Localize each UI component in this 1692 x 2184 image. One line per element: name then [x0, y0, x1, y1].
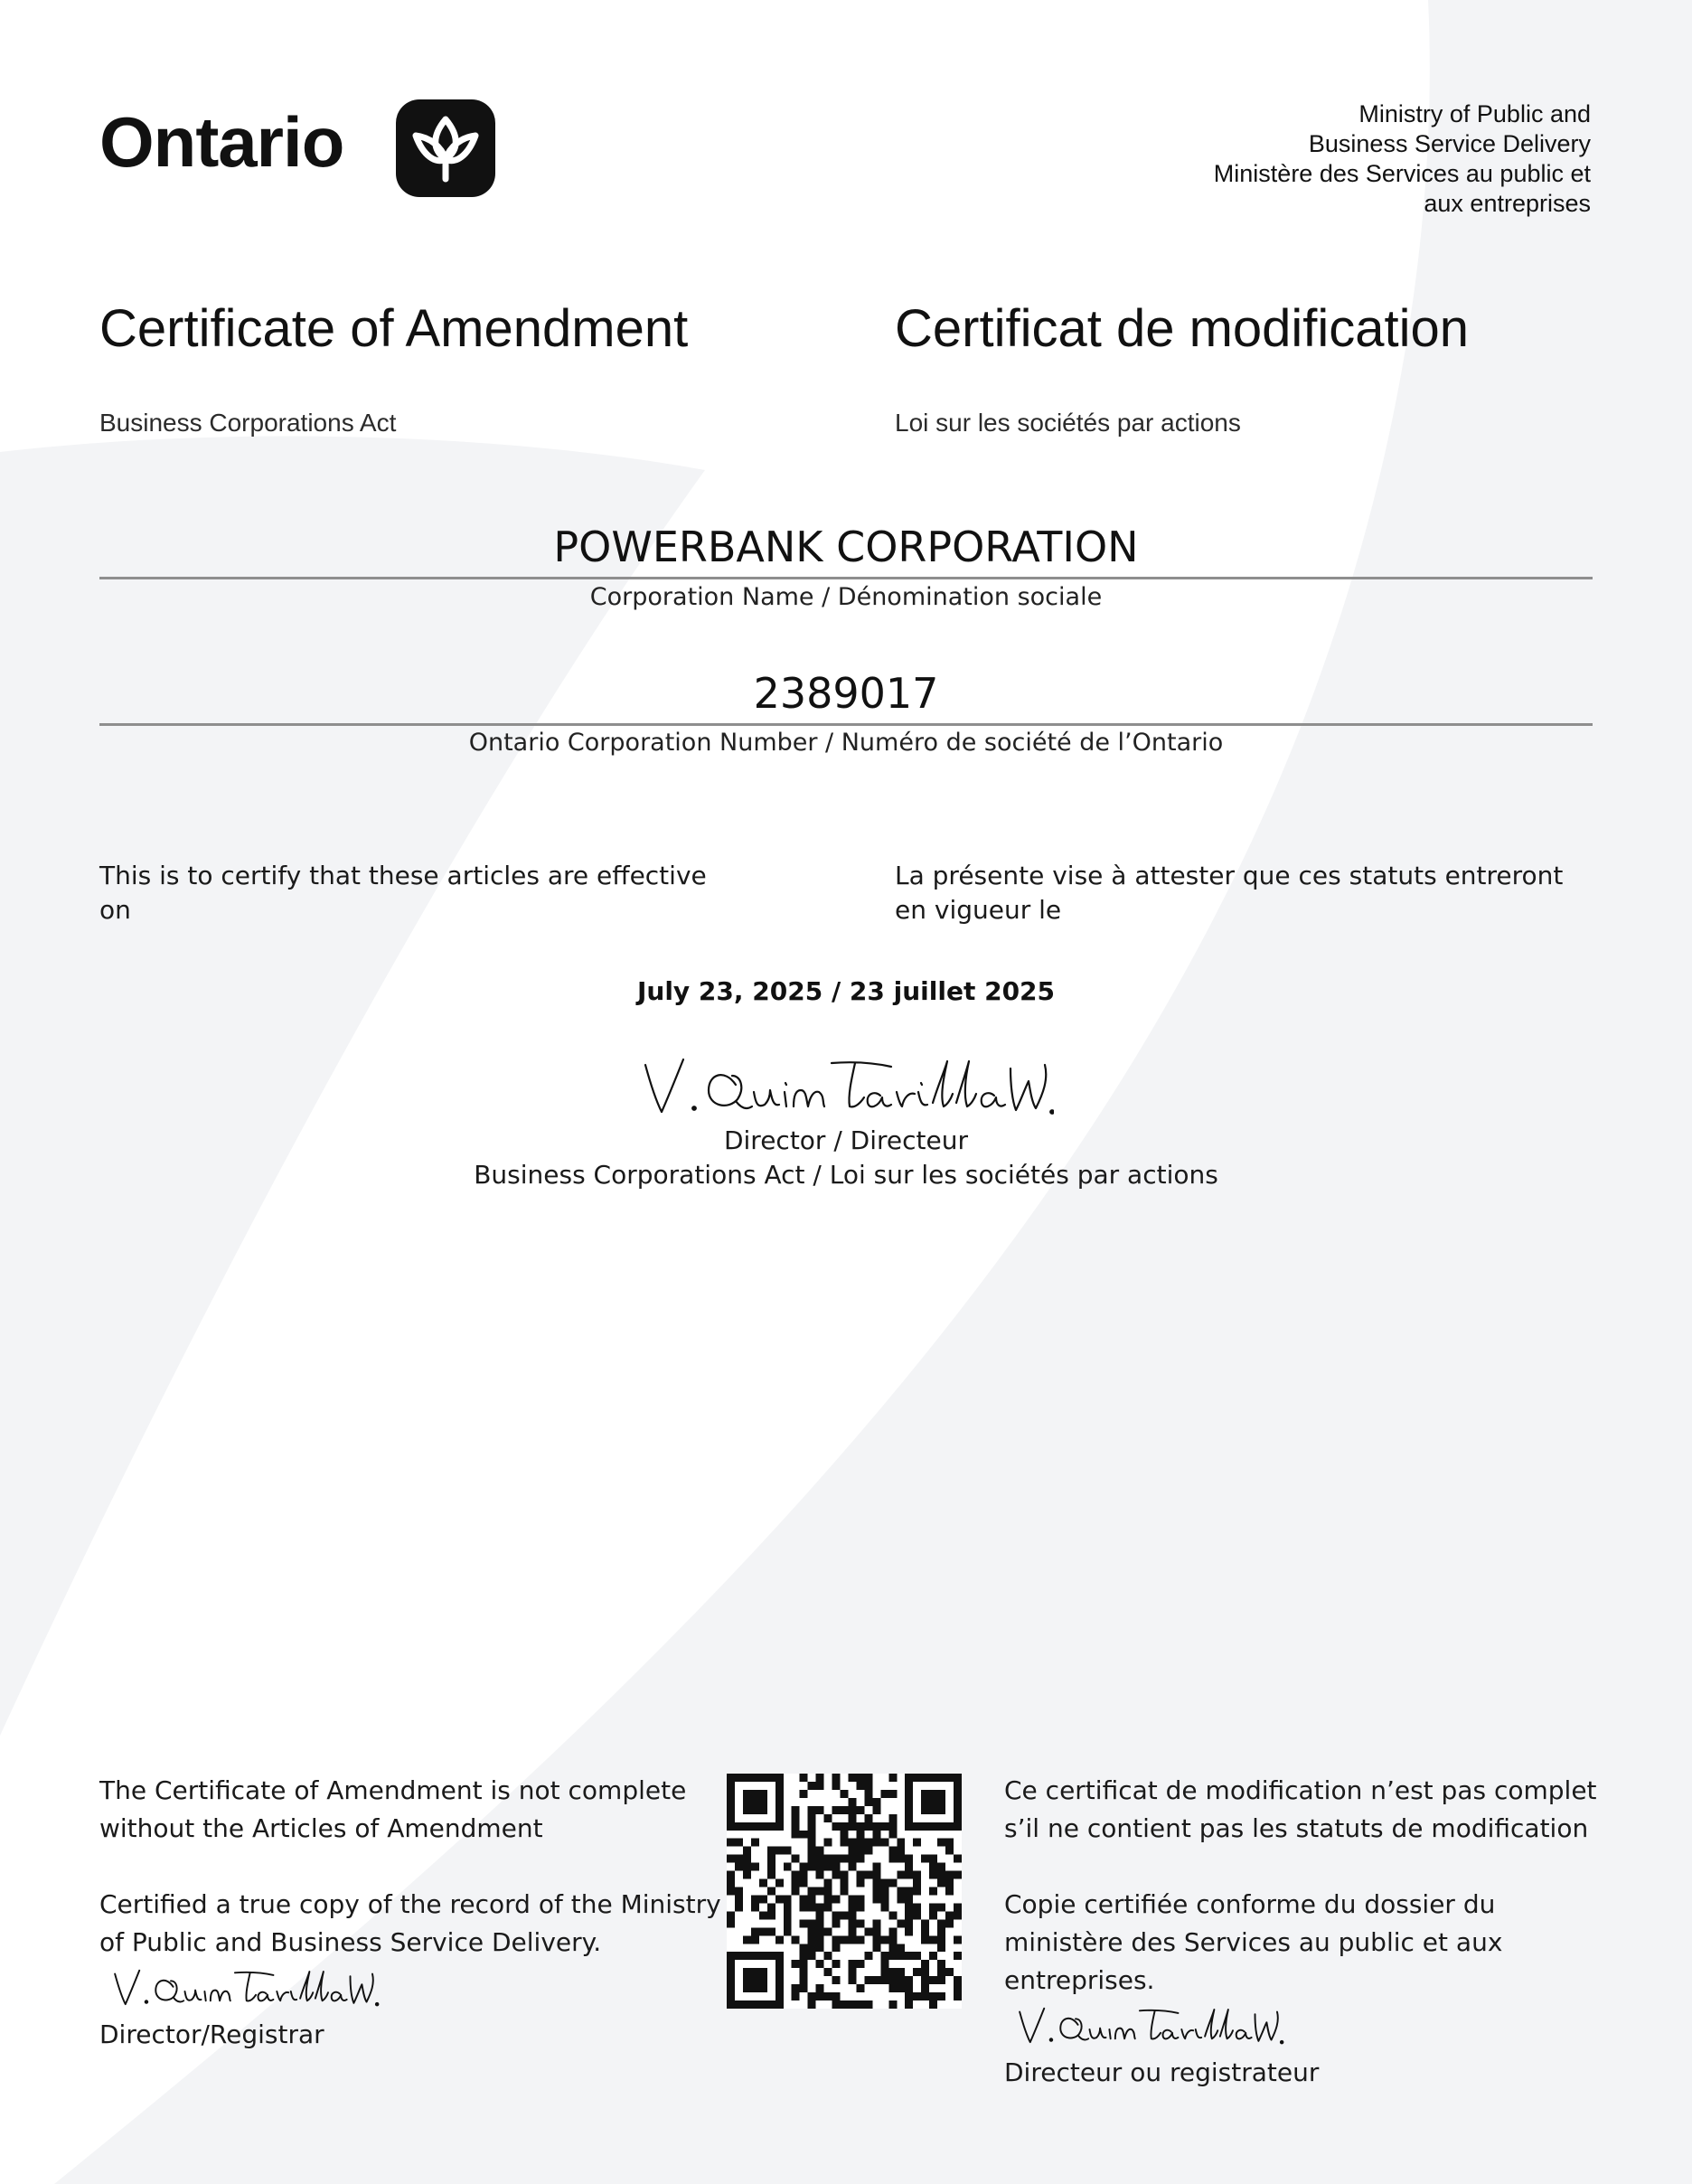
certify-statement-french: La présente vise à attester que ces statuts entreront en vigueur le — [895, 861, 1564, 925]
footer-role-english: Director/Registrar — [99, 2019, 324, 2049]
director-title: Director / Directeur — [723, 1125, 969, 1155]
corporation-name: POWERBANK CORPORATION — [553, 522, 1139, 571]
footer-french — [1004, 1772, 1601, 2092]
footer-notice-english: The Certificate of Amendment is not complete without the Articles of Amendment — [99, 1775, 687, 1843]
ministry-name — [1214, 99, 1591, 219]
footer-notice-french: Ce certificat de modification n’est pas complet s’il ne contient pas les statuts de modification — [1004, 1775, 1597, 1843]
corporation-name-rule — [99, 577, 1593, 579]
corporation-number-rule — [99, 723, 1593, 726]
act-english: Business Corporations Act — [99, 409, 397, 437]
certify-statement-english: This is to certify that these articles are effective on — [99, 861, 707, 925]
ministry-line: Ministère des Services au public et — [1213, 160, 1591, 187]
footer-certified-french: Copie certifiée conforme du dossier du ministère des Services au public et aux entreprises. — [1004, 1889, 1503, 1995]
registrar-signature — [1015, 2001, 1286, 2054]
footer-role-french: Directeur ou registrateur — [1004, 2057, 1320, 2087]
ontario-wordmark: Ontario — [99, 102, 344, 182]
trillium-logo-icon — [396, 99, 495, 197]
director-act: Business Corporations Act / Loi sur les sociétés par actions — [474, 1160, 1218, 1190]
footer-english — [99, 1772, 732, 2054]
director-signature — [638, 1049, 1054, 1130]
ministry-line: Ministry of Public and — [1358, 100, 1591, 127]
ministry-line: aux entreprises — [1424, 190, 1591, 217]
qr-code — [727, 1774, 962, 2009]
ministry-line: Business Service Delivery — [1308, 130, 1591, 157]
title-english: Certificate of Amendment — [99, 299, 689, 358]
corporation-number: 2389017 — [753, 669, 939, 718]
corporation-name-label: Corporation Name / Dénomination sociale — [589, 583, 1103, 611]
corporation-number-label: Ontario Corporation Number / Numéro de société de l’Ontario — [468, 729, 1224, 757]
effective-date: July 23, 2025 / 23 juillet 2025 — [636, 976, 1056, 1006]
footer-certified-english: Certified a true copy of the record of the Ministry of Public and Business Service Delivery. — [99, 1889, 721, 1957]
title-french: Certificat de modification — [895, 299, 1470, 358]
act-french: Loi sur les sociétés par actions — [895, 409, 1241, 437]
registrar-signature — [110, 1963, 381, 2016]
